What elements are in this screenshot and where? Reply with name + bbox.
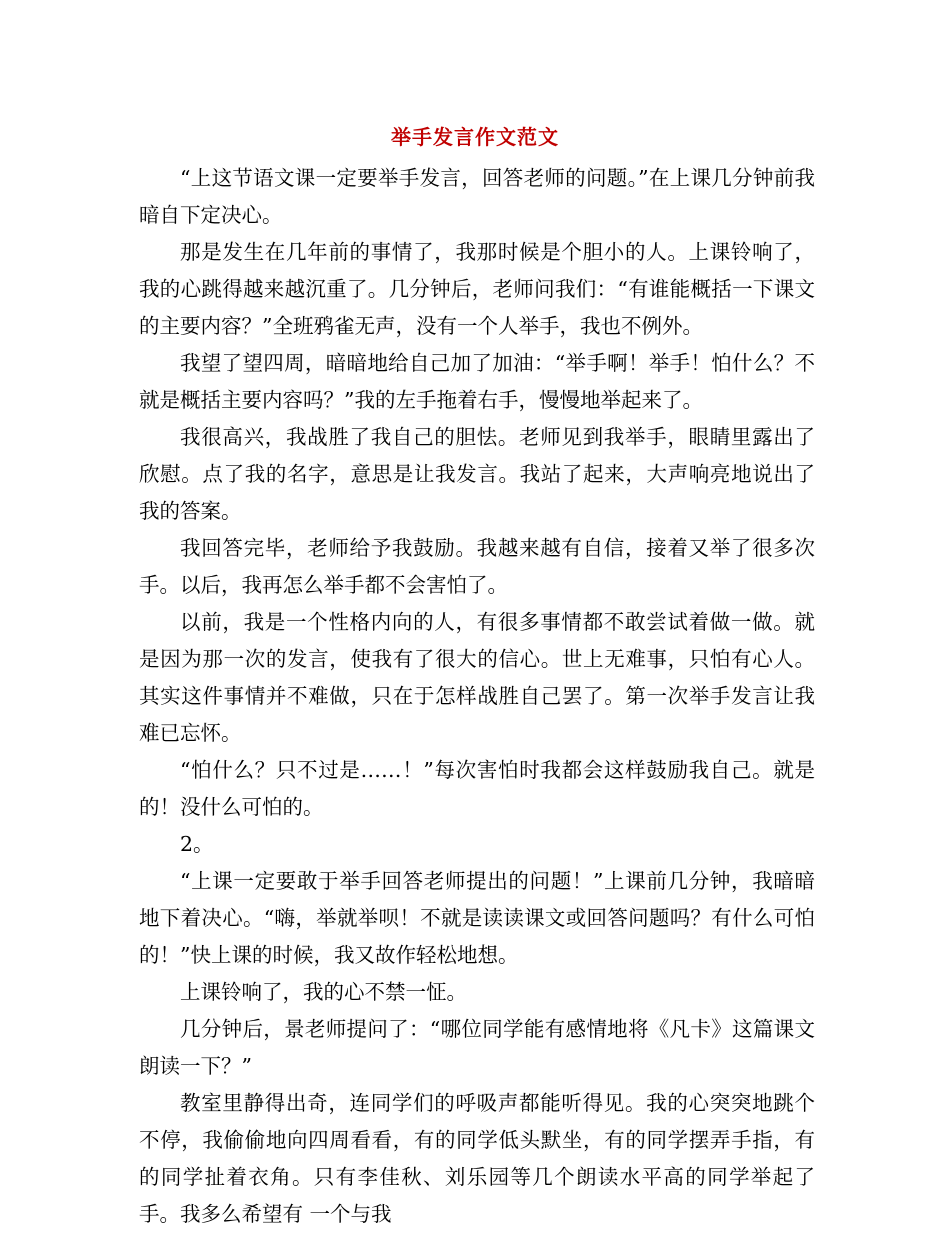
document-title: 举手发言作文范文	[391, 125, 559, 149]
document-body	[139, 160, 815, 1233]
paragraph: 几分钟后，景老师提问了：“哪位同学能有感情地将《凡卡》这篇课文朗读一下？”	[139, 1017, 815, 1078]
paragraph: 我很高兴，我战胜了我自己的胆怯。老师见到我举手，眼睛里露出了欣慰。点了我的名字，意思是让我发言。我站了起来，大声响亮地说出了我的答案。	[139, 425, 815, 523]
paragraph: 上课铃响了，我的心不禁一怔。	[180, 980, 467, 1004]
paragraph: “上课一定要敢于举手回答老师提出的问题！”上课前几分钟，我暗暗地下着决心。“嗨，举就举呗！不就是读读课文或回答问题吗？有什么可怕的！”快上课的时候，我又故作轻松地想。	[139, 869, 815, 967]
paragraph: “怕什么？只不过是……！”每次害怕时我都会这样鼓励我自己。就是的！没什么可怕的。	[139, 758, 815, 819]
section-number: 2。	[180, 832, 214, 856]
paragraph: 我回答完毕，老师给予我鼓励。我越来越有自信，接着又举了很多次手。以后，我再怎么举手都不会害怕了。	[139, 536, 815, 597]
paragraph: 以前，我是一个性格内向的人，有很多事情都不敢尝试着做一做。就是因为那一次的发言，使我有了很大的信心。世上无难事，只怕有心人。其实这件事情并不难做，只在于怎样战胜自己罢了。第一次举手发言让我难已忘怀。	[139, 610, 815, 745]
paragraph: 那是发生在几年前的事情了，我那时候是个胆小的人。上课铃响了，我的心跳得越来越沉重了。几分钟后，老师问我们：“有谁能概括一下课文的主要内容？”全班鸦雀无声，没有一个人举手，我也不例外。	[139, 240, 815, 338]
paragraph: 教室里静得出奇，连同学们的呼吸声都能听得见。我的心突突地跳个不停，我偷偷地向四周看看，有的同学低头默坐，有的同学摆弄手指，有的同学扯着衣角。只有李佳秋、刘乐园等几个朗读水平高的同学举起了手。我多么希望有 一个与我	[139, 1091, 815, 1226]
paragraph: “上这节语文课一定要举手发言，回答老师的问题。”在上课几分钟前我暗自下定决心。	[139, 166, 815, 227]
paragraph: 我望了望四周，暗暗地给自己加了加油：“举手啊！举手！怕什么？不就是概括主要内容吗？”我的左手拖着右手，慢慢地举起来了。	[139, 351, 815, 412]
